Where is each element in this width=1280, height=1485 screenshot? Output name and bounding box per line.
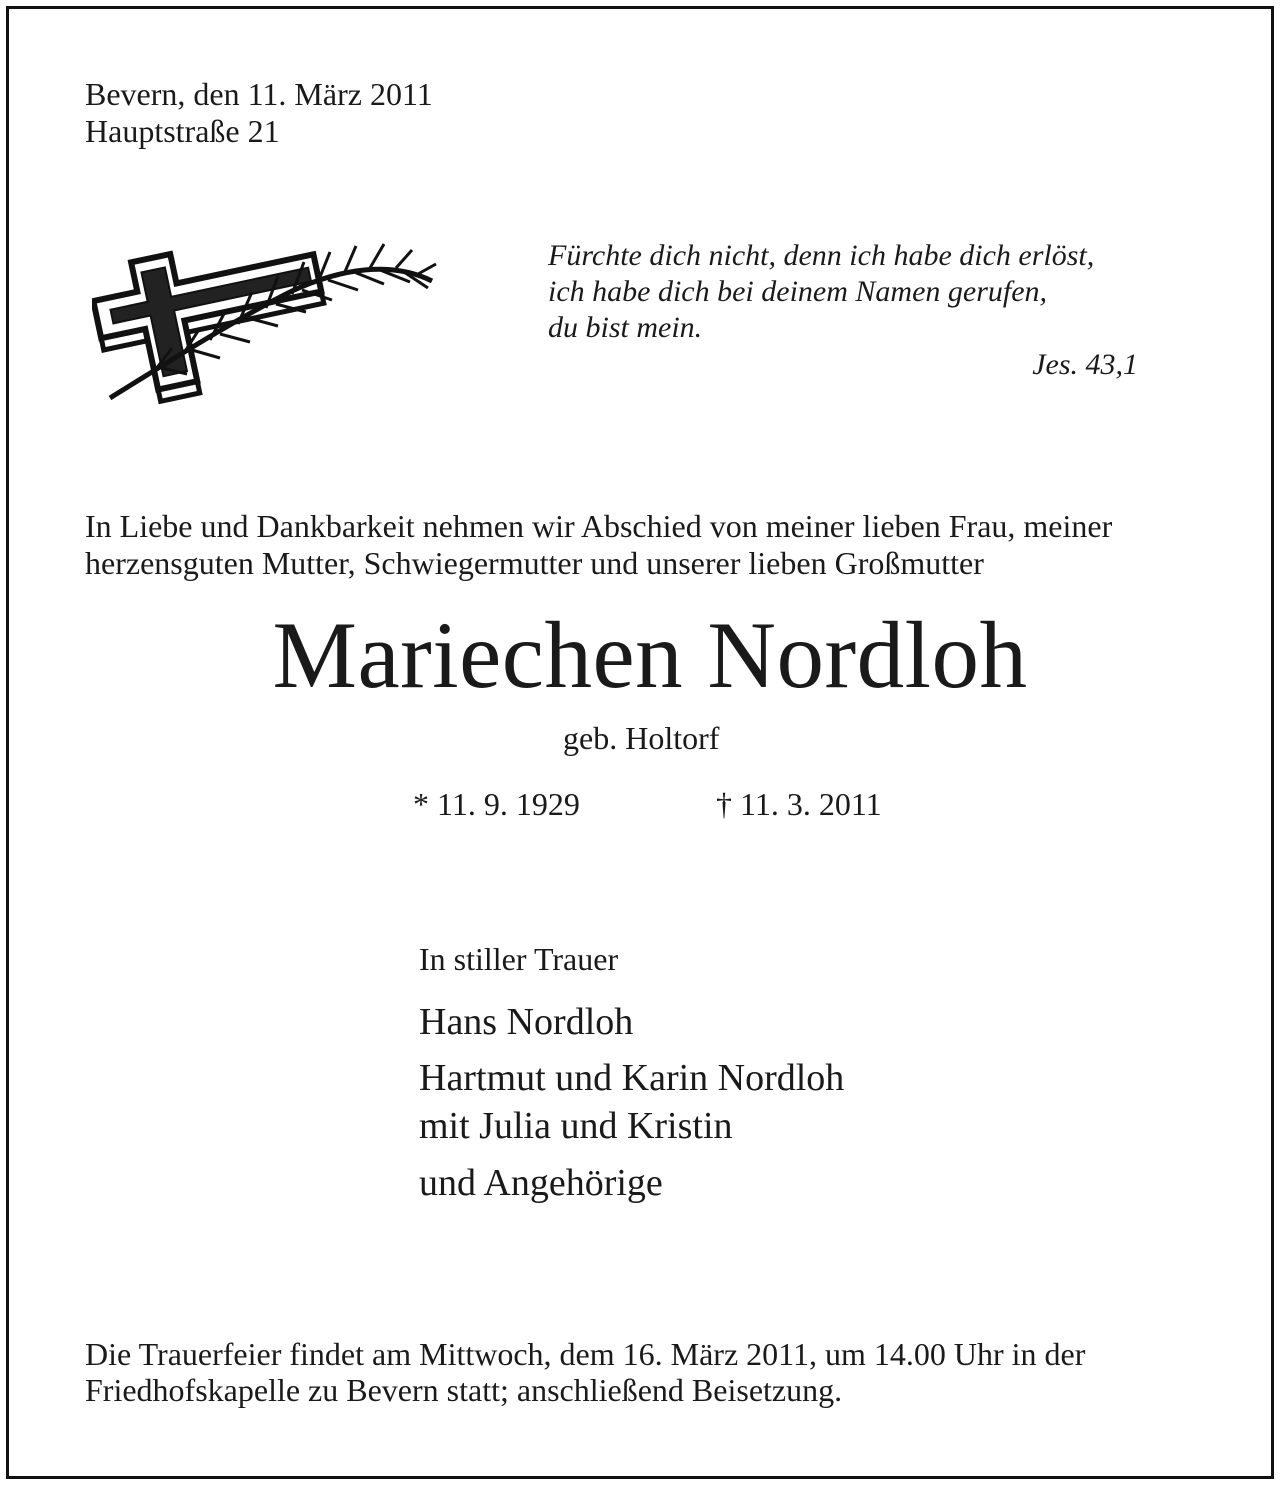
ceremony-info — [85, 1336, 1085, 1408]
mourner-name: und Angehörige — [419, 1162, 663, 1204]
mourner-name: Hans Nordloh — [419, 1001, 634, 1043]
ceremony-line: Die Trauerfeier findet am Mittwoch, dem 16. März 2011, um 14.00 Uhr in der — [85, 1336, 1086, 1372]
birth-date: * 11. 9. 1929 — [413, 786, 580, 822]
place-date: Bevern, den 11. März 2011 — [85, 76, 433, 112]
address-block — [85, 76, 433, 150]
verse-reference: Jes. 43,1 — [1032, 348, 1138, 381]
intro-line: In Liebe und Dankbarkeit nehmen wir Abschied von meiner lieben Frau, meiner — [85, 508, 1113, 544]
mourner-name: mit Julia und Kristin — [419, 1105, 733, 1147]
verse-line: ich habe dich bei deinem Namen gerufen, — [548, 275, 1048, 308]
farewell-intro — [85, 508, 1112, 582]
ceremony-line: Friedhofskapelle zu Bevern statt; anschließend Beisetzung. — [85, 1372, 843, 1408]
street-address: Hauptstraße 21 — [85, 113, 280, 149]
cross-with-palm-frond-icon — [92, 226, 452, 406]
verse-line: Fürchte dich nicht, denn ich habe dich erlöst, — [548, 239, 1095, 272]
deceased-name: Mariechen Nordloh — [272, 602, 1028, 708]
verse-line: du bist mein. — [548, 311, 703, 344]
intro-line: herzensguten Mutter, Schwiegermutter und unserer lieben Großmutter — [85, 545, 984, 581]
mourning-label: In stiller Trauer — [419, 941, 619, 977]
bible-verse — [548, 238, 1094, 346]
mourner-name: Hartmut und Karin Nordloh — [419, 1057, 845, 1099]
death-date: † 11. 3. 2011 — [716, 786, 882, 822]
maiden-name: geb. Holtorf — [563, 720, 720, 756]
